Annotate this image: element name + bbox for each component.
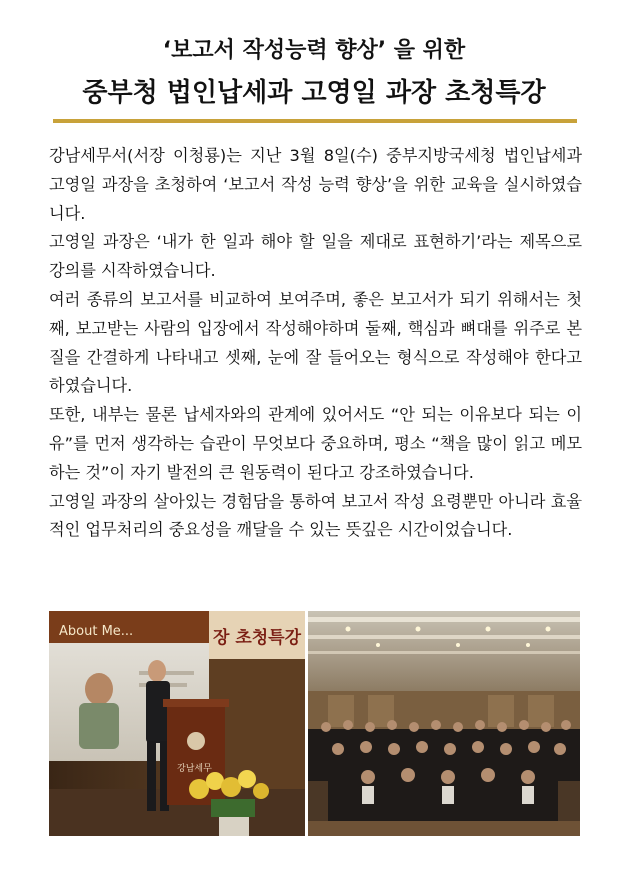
paragraph-1: 강남세무서(서장 이청룡)는 지난 3월 8일(수) 중부지방국세청 법인납세과 고영일 과장을 초청하여 ‘보고서 작성 능력 향상’을 위한 교육을 실시하였습니다. <box>49 146 582 223</box>
subtitle: ‘보고서 작성능력 향상’ 을 위한 <box>162 38 466 63</box>
audience-photo <box>308 611 580 836</box>
banner-text: 장 초청특강 <box>213 628 302 648</box>
paragraph-3: 여러 종류의 보고서를 비교하여 보여주며, 좋은 보고서가 되기 위해서는 첫째, 보고받는 사람의 입장에서 작성해야하며 둘째, 핵심과 뼈대를 위주로 본질을 간결하게 나타내고 셋째, 눈에 잘 들어오는 형식으로 작성해야 한다고 하였습니다. <box>49 289 582 396</box>
page-title: 중부청 법인납세과 고영일 과장 초청특강 <box>82 78 546 108</box>
paragraph-2: 고영일 과장은 ‘내가 한 일과 해야 할 일을 제대로 표현하기’라는 제목으로 강의를 시작하였습니다. <box>49 232 582 281</box>
title-divider <box>53 119 577 123</box>
lecture-photo <box>49 611 305 836</box>
podium-text: 강남세무 <box>177 764 212 774</box>
paragraph-5: 고영일 과장의 살아있는 경험담을 통하여 보고서 작성 요령뿐만 아니라 효율적인 업무처리의 중요성을 깨달을 수 있는 뜻깊은 시간이었습니다. <box>49 491 582 540</box>
article-body <box>49 142 582 545</box>
paragraph-4: 또한, 내부는 물론 납세자와의 관계에 있어서도 “안 되는 이유보다 되는 이유”를 먼저 생각하는 습관이 무엇보다 중요하며, 평소 “책을 많이 읽고 메모하는 것”이 자기 발전의 큰 원동력이 된다고 강조하였습니다. <box>49 405 582 482</box>
slide-title: About Me... <box>59 624 134 639</box>
